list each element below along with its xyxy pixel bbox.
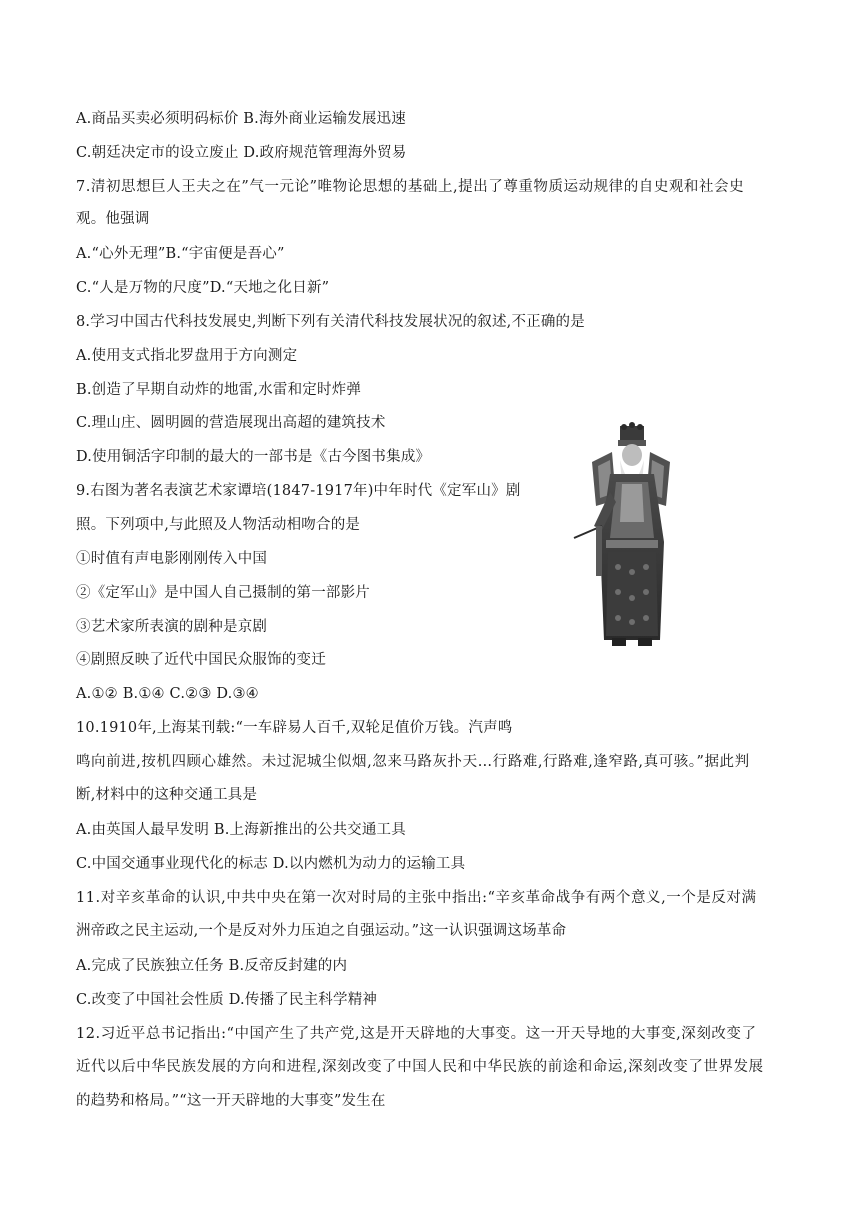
q7-stem-line1: 7.清初思想巨人王夫之在”气一元论”唯物论思想的基础上,提出了尊重物质运动规律的自史观和社会史	[76, 179, 745, 195]
q9-options: A.①② B.①④ C.②③ D.③④	[76, 686, 259, 702]
q7-options-cd: C.“人是万物的尺度”D.“天地之化日新”	[76, 280, 330, 296]
q10-stem-line1: 10.1910年,上海某刊载:“一车辟易人百千,双轮足值价万钱。汽声鸣	[76, 720, 513, 736]
q11-options-cd: C.改变了中国社会性质 D.传播了民主科学精神	[76, 992, 378, 1008]
q9-stem-line1: 9.右图为著名表演艺术家谭培(1847-1917年)中年时代《定军山》剧	[76, 483, 521, 499]
q8-option-c: C.理山庄、圆明圆的营造展现出高超的建筑技术	[76, 415, 386, 431]
q6-options-ab: A.商品买卖必须明码标价 B.海外商业运输发展迅速	[76, 111, 406, 127]
q9-item-1: ①时值有声电影刚刚传入中国	[76, 551, 268, 567]
q11-stem-line2: 洲帝政之民主运动,一个是反对外力压迫之自强运动。”这一认识强调这场革命	[76, 923, 567, 939]
q11-stem-line1: 11.对辛亥革命的认识,中共中央在第一次对时局的主张中指出:“辛亥革命战争有两个意义,一个是反对满	[76, 890, 757, 906]
q8-stem: 8.学习中国古代科技发展史,判断下列有关清代科技发展状况的叙述,不正确的是	[76, 314, 585, 330]
q7-stem-line2: 观。他强调	[76, 211, 150, 227]
q8-option-d: D.使用铜活字印制的最大的一部书是《古今图书集成》	[76, 449, 431, 465]
q7-options-ab: A.“心外无理”B.“宇宙便是吾心”	[76, 246, 285, 262]
q12-stem-line1: 12.习近平总书记指出:“中国产生了共产党,这是开天辟地的大事变。这一开天导地的大事变,深刻改变了	[76, 1026, 757, 1042]
q10-options-ab: A.由英国人最早发明 B.上海新推出的公共交通工具	[76, 822, 406, 838]
q9-item-4: ④剧照反映了近代中国民众服饰的变迁	[76, 652, 326, 668]
q9-item-2: ②《定军山》是中国人自己摄制的第一部影片	[76, 585, 370, 601]
q8-option-a: A.使用支式指北罗盘用于方向测定	[76, 348, 298, 364]
q6-options-cd: C.朝廷决定市的设立废止 D.政府规范管理海外贸易	[76, 145, 407, 161]
q12-stem-line2: 近代以后中华民族发展的方向和进程,深刻改变了中国人民和中华民族的前途和命运,深刻改变了世界发展	[76, 1059, 764, 1075]
q9-item-3: ③艺术家所表演的剧种是京剧	[76, 619, 268, 635]
q10-options-cd: C.中国交通事业现代化的标志 D.以内燃机为动力的运输工具	[76, 856, 466, 872]
q10-stem-line2: 鸣向前进,按机四顾心雄然。未过泥城尘似烟,忽来马路灰扑天…行路难,行路难,逢窄路,真可骇。”据此判	[76, 754, 750, 770]
q11-options-ab: A.完成了民族独立任务 B.反帝反封建的内	[76, 958, 348, 974]
q12-stem-line3: 的趋势和格局。”“这一开天辟地的大事变”发生在	[76, 1093, 386, 1109]
opera-performer-photo	[572, 422, 690, 652]
q9-stem-line2: 照。下列项中,与此照及人物活动相吻合的是	[76, 517, 361, 533]
q10-stem-line3: 断,材料中的这种交通工具是	[76, 787, 258, 803]
q8-option-b: B.创造了早期自动炸的地雷,水雷和定时炸弹	[76, 382, 362, 398]
